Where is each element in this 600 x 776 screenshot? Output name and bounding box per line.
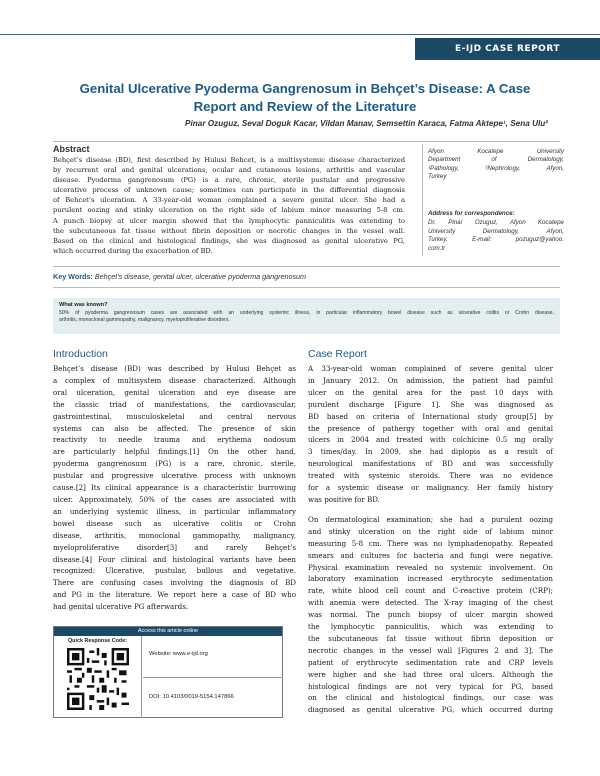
affiliation [428, 148, 564, 182]
case-line: purulent discharge [Figure 1]. She was diagnosed as [308, 399, 553, 409]
divider [53, 287, 560, 288]
abstract-line: Behçet’s disease (BD), first described by Hulusi Behcet, is a multisystemic disease characterized [53, 156, 405, 164]
introduction-line: There are confusing cases involving the diagnosis of BD [53, 578, 296, 588]
case-line: patient of erythrocyte sedimentation rate and CRP levels [308, 657, 553, 667]
case-line: on the clinical and histological findings, our case was [308, 693, 553, 703]
case-line: and stinky ulceration on the right side of labium minor [308, 526, 553, 536]
introduction-line: Behçet’s disease (BD) was described by Hulusi Behçet as [53, 364, 296, 373]
case-line: diagnosed as genital ulcerative PG, which occurred during [308, 705, 553, 715]
what-was-known-heading: What was known? [59, 302, 108, 308]
abstract-heading: Abstract [53, 144, 90, 154]
case-paragraph-1 [308, 363, 553, 506]
introduction-line: pustular and progressive ulcerative process with unknown [53, 471, 296, 481]
case-line: histological findings are not very typical for PG, based [308, 681, 553, 691]
case-line: were higher and she had three oral ulcers. Although the [308, 669, 553, 679]
case-line: the lymphocytic panniculitis, which was extending to [308, 622, 553, 632]
journal-badge: E-IJD CASE REPORT [415, 38, 600, 60]
introduction-line: are particularly helpful findings.[1] On the other hand, [53, 447, 296, 457]
case-line: in January 2012. On admission, the patient had painful [308, 375, 553, 385]
keywords-text: Behçet’s disease, genital ulcer, ulcerative pyoderma gangrenosum [94, 272, 307, 281]
case-line: the subcutaneous fat tissue without fibrin deposition or [308, 633, 553, 643]
qr-label: Quick Response Code: [67, 638, 127, 644]
doi-text: DOI: 10.4103/0019-5154.147866 [149, 694, 234, 700]
abstract-line: purulent oozing and stinky ulceration on the right side of labium minor measuring 5-8 cm. [53, 206, 405, 215]
case-line: laboratory examination increased erythrocyte sedimentation [308, 574, 553, 584]
keywords [53, 272, 306, 281]
affiliation-line: Turkey [428, 173, 447, 181]
introduction-line: oral ulceration, genital ulceration and eye disease are [53, 387, 296, 397]
divider [53, 266, 560, 267]
introduction-heading: Introduction [53, 348, 108, 360]
introduction-line: reactivity to needle trauma and erythema nodosum [53, 435, 296, 445]
qr-code-icon [67, 648, 129, 710]
introduction-line: bowel disease such as ulcerative colitis or Crohn [53, 518, 296, 528]
case-line: was positive for BD. [308, 494, 380, 504]
abstract-line: the subcutaneous fat tissue without fibrin deposition or necrotic changes in the vessel wall. [53, 226, 405, 235]
abstract-line: of Behcet’s ulceration. A 33-year-old woman complained a severe genital ulcer. She had a [53, 196, 405, 205]
case-line: treated with systemic steroids. There was no evidence [308, 471, 553, 481]
affiliation-line: Afyon Kocatepe University [428, 148, 564, 155]
access-header: Access this article online [54, 627, 282, 636]
what-was-known-box [53, 298, 560, 334]
case-paragraph-2 [308, 514, 553, 716]
what-was-known-line: 50% of pyoderma gangrenosum cases are associated with an underlying systemic illness, in particular inflammatory bowel disease such as ulcerative colitis or Crohn disease, [59, 310, 554, 316]
introduction-line: gastrointestinal, musculoskeletal and central nervous [53, 411, 296, 421]
correspondence-line: com.tr [428, 244, 446, 252]
affiliation-line: Department of Dermatology, [428, 156, 564, 164]
introduction-line: an underlying systemic illness, in particular inflammatory [53, 506, 296, 516]
case-line: for a systemic disease or malignancy. Her family history [308, 483, 553, 493]
introduction-line: cause.[2] Its clinical appearance is a characteristic burrowing [53, 483, 296, 493]
introduction-line: disease, arthritis, monoclonal gammopathy, malignancy, [53, 530, 296, 540]
case-line: rate, white blood cell count and C-reactive protein (CRP); [308, 586, 553, 596]
introduction-line: and PG in the literature. We report here a case of BD who [53, 590, 296, 600]
case-line: 3 times/day. In 2009, she had diplopia as a result of [308, 447, 553, 457]
what-was-known-line: arthritis, monoclonal gammopathy, malignancy, myeloproliferative disorders. [59, 317, 230, 323]
affiliation-line: ¹Pathology, ²Nephrology, Afyon, [428, 164, 564, 172]
case-line: BD based on criteria of International study group[5] by [308, 411, 553, 421]
what-was-known-text [59, 310, 554, 324]
correspondence [428, 210, 564, 253]
introduction-line: disease.[4] Four clinical and histological variants have been [53, 554, 296, 564]
introduction-line: myeloproliferative disorder[3] and rarely Behçet’s [53, 542, 296, 552]
case-line: Physical examination revealed no systemic involvement. On [308, 562, 553, 572]
website-link[interactable]: Website: www.e-ijd.org [149, 651, 208, 657]
correspondence-line: Turkey. E-mail: pozuguz@yahoo. [428, 236, 564, 244]
header-rule [0, 34, 600, 35]
case-line: necrotic changes in the vessel wall [Figures 2 and 3]. The [308, 645, 553, 655]
side-divider [422, 144, 423, 256]
introduction-line: a complex of multisystem disease characterized. Although [53, 375, 296, 385]
introduction-line: the classic triad of manifestations, the cardiovascular, [53, 399, 296, 409]
case-line: smears and cultures for bacteria and fungi were negative. [308, 550, 553, 560]
article-title [60, 80, 550, 116]
introduction-body [53, 363, 296, 613]
divider [53, 141, 560, 142]
case-report-body [308, 363, 553, 716]
access-divider [143, 677, 283, 678]
case-line: neurological manifestations of BD and was successfully [308, 459, 553, 469]
correspondence-line: Dr. Pinar Ozuguz, Afyon Kocatepe [428, 219, 564, 227]
case-line: ulcers in 2004 and treated with colchicine 0.5 mg orally [308, 435, 553, 445]
correspondence-line: University Dermatology, Afyon, [428, 227, 564, 235]
introduction-line: recognized: Ulcerative, pustular, bullous and vegetative. [53, 566, 296, 576]
case-line: A 33-year-old woman complained of severe genital ulcer [308, 364, 553, 373]
case-line: the presence of pathergy together with oral and genital [308, 423, 553, 433]
case-line: with anemia were detected. The X-ray imaging of the chest [308, 598, 553, 608]
title-line-2: Report and Review of the Literature [193, 99, 417, 114]
abstract-line: A punch biopsy at ulcer margin showed that the lymphocytic panniculitis was extending to [53, 216, 405, 225]
introduction-line: ulcer. Approximately, 50% of the cases are associated with [53, 494, 296, 504]
introduction-line: pyoderma gangrenosum (PG) is a rare, chronic, sterile, [53, 459, 296, 469]
case-line: measuring 5-8 cm. There was no lymphadenopathy. Repeated [308, 538, 553, 548]
case-line: ulcer on the genital area for the past 10 days with [308, 387, 553, 397]
abstract-line: ulcerative process of unknown cause; sometimes can participate in the differential diagnosis [53, 186, 405, 195]
qr-cell [54, 636, 142, 718]
abstract-body [53, 155, 405, 256]
introduction-line: systems can also be affected. The presence of skin [53, 423, 296, 433]
introduction-line: had genital ulcerative PG afterwards. [53, 602, 189, 612]
keywords-label: Key Words: [53, 272, 93, 281]
case-report-heading: Case Report [308, 348, 367, 360]
case-line: On dermatological examination; she had a purulent oozing [308, 514, 553, 524]
author-list: Pinar Ozuguz, Seval Doguk Kacar, Vildan Manav, Semsettin Karaca, Fatma Aktepe¹, Sena Ulu² [185, 119, 548, 128]
title-line-1: Genital Ulcerative Pyoderma Gangrenosum in Behçet’s Disease: A Case [79, 81, 531, 96]
access-online-box [53, 626, 283, 718]
abstract-line: which occurred during the exacerbation of BD. [53, 246, 213, 255]
case-line: was normal. The punch biopsy of ulcer margin showed [308, 610, 553, 620]
abstract-line: Based on the clinical and histological findings, she was diagnosed as genital ulcerative PG, [53, 236, 405, 245]
correspondence-label: Address for correspondence: [428, 210, 515, 217]
abstract-line: by recurrent oral and genital ulcerations, ocular and cutaneous lesions, arthritis and vascular [53, 166, 405, 175]
abstract-line: disease. Pyoderma gangrenosum (PG) is a rare, chronic, sterile pustular and progressive [53, 176, 405, 185]
